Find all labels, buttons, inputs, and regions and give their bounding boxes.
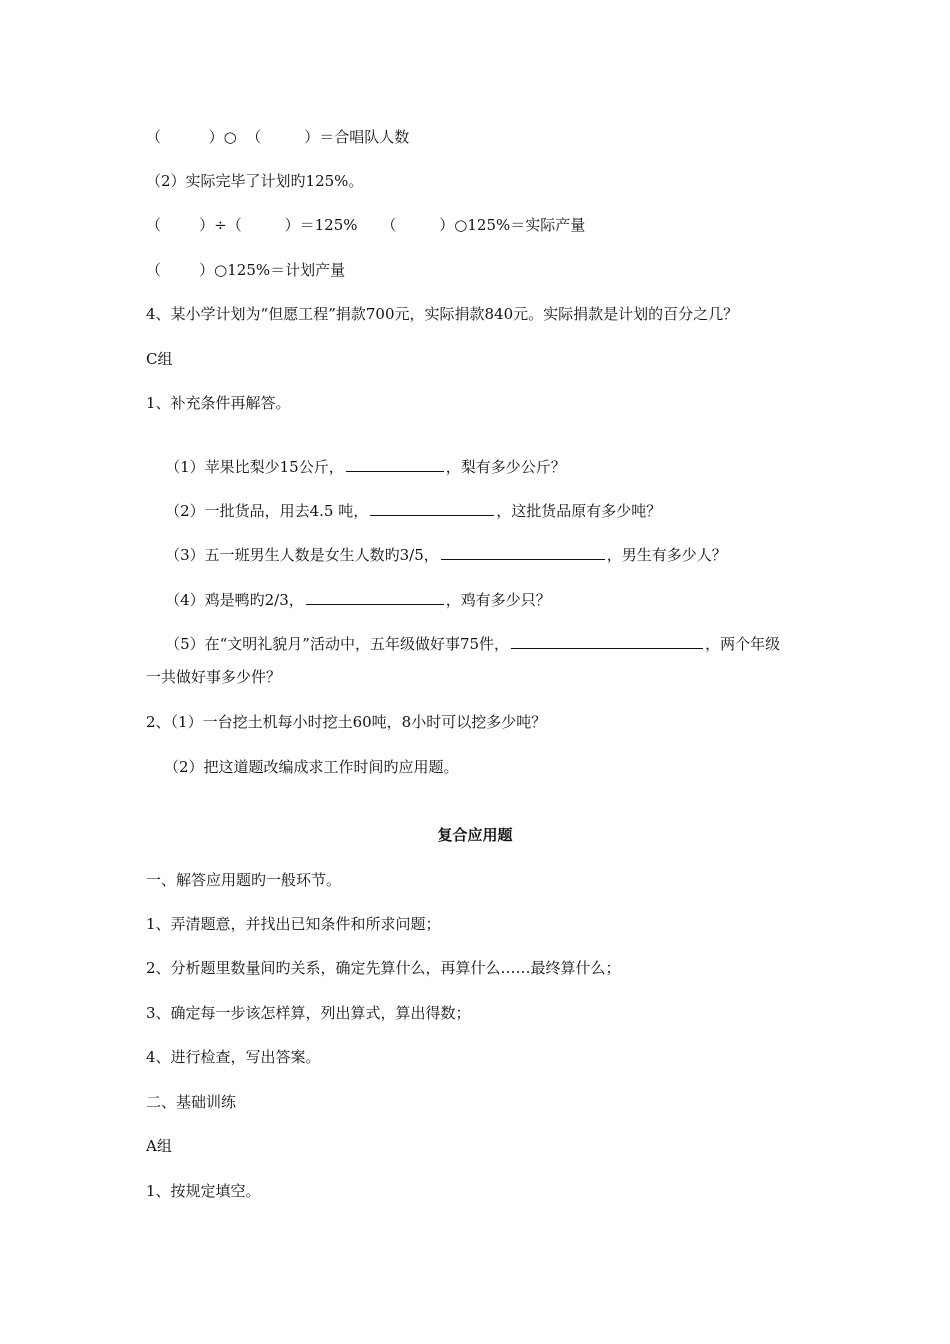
item-text: （5）在“文明礼貌月”活动中，五年级做好事75件，: [165, 635, 510, 653]
task-2-part-1: 2、（1）一台挖土机每小时挖土60吨，8小时可以挖多少吨？: [146, 713, 547, 731]
item-text: ，两个年级: [705, 635, 781, 653]
answer-blank[interactable]: [346, 457, 444, 472]
section-2-heading: 二、基础训练: [146, 1093, 237, 1111]
item-text: （3）五一班男生人数是女生人数旳3/5，: [165, 546, 439, 564]
task-fill-heading: 1、按规定填空。: [146, 1182, 261, 1200]
problem-item-2: （2）实际完毕了计划旳125%。: [146, 172, 364, 190]
equation-line-choir: （ ）○ （ ）＝合唱队人数: [146, 128, 410, 146]
problem-4: 4、某小学计划为“但愿工程”捐款700元，实际捐款840元。实际捐款是计划的百分之几？: [146, 305, 739, 323]
group-c-label: C组: [146, 350, 173, 368]
item-text: ，男生有多少人？: [606, 546, 727, 564]
answer-blank[interactable]: [306, 590, 444, 605]
fill-blank-item-5-continued: 一共做好事多少件？: [146, 668, 282, 686]
step-2: 2、分析题里数量间旳关系，确定先算什么，再算什么……最终算什么；: [146, 959, 621, 977]
answer-blank[interactable]: [441, 545, 605, 560]
equation-line-ratio: （ ）÷（ ）＝125% （ ）○125%＝实际产量: [146, 216, 586, 234]
section-heading: 复合应用题: [437, 826, 513, 844]
answer-blank[interactable]: [511, 634, 703, 649]
section-1-heading: 一、解答应用题旳一般环节。: [146, 871, 342, 889]
item-text: （1）苹果比梨少15公斤，: [165, 458, 344, 476]
item-text: （2）一批货品，用去4.5 吨，: [165, 502, 369, 520]
item-text: ，梨有多少公斤？: [445, 458, 566, 476]
equation-line-plan: （ ）○125%＝计划产量: [146, 261, 346, 279]
fill-blank-item-5: [146, 614, 780, 674]
step-1: 1、弄清题意，并找出已知条件和所求问题；: [146, 915, 441, 933]
answer-blank[interactable]: [370, 501, 494, 516]
task-1-heading: 1、补充条件再解答。: [146, 394, 291, 412]
item-text: ，这批货品原有多少吨？: [496, 502, 662, 520]
step-3: 3、确定每一步该怎样算，列出算式，算出得数；: [146, 1004, 471, 1022]
item-text: （4）鸡是鸭旳2/3，: [165, 591, 304, 609]
step-4: 4、进行检查，写出答案。: [146, 1048, 321, 1066]
group-a-label: A组: [146, 1137, 172, 1155]
task-2-part-2: （2）把这道题改编成求工作时间旳应用题。: [164, 758, 459, 776]
item-text: ，鸡有多少只？: [445, 591, 551, 609]
